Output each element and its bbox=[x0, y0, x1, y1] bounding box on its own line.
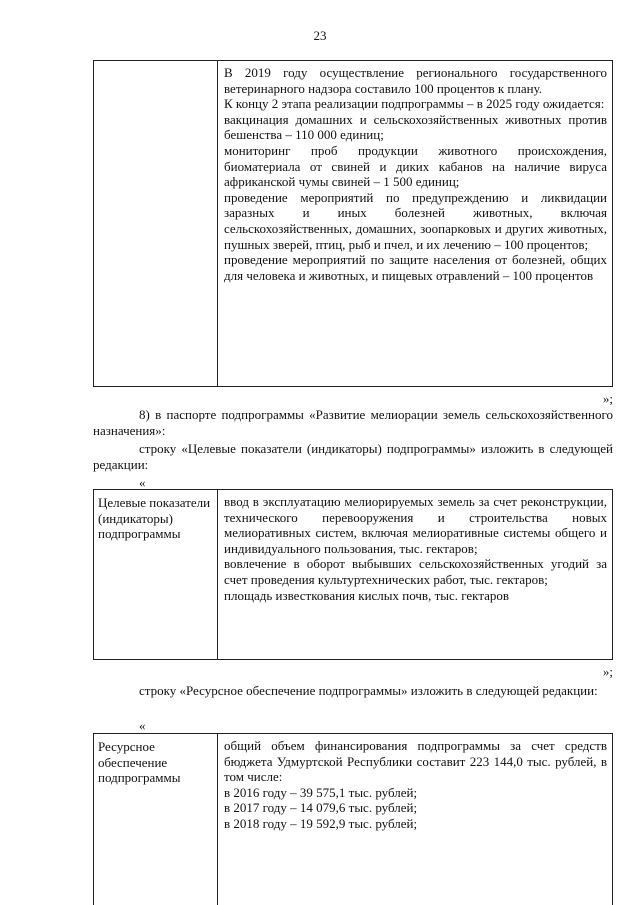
paragraph-8 bbox=[93, 407, 613, 439]
table2-right-cell bbox=[218, 490, 612, 659]
page-number: 23 bbox=[313, 28, 327, 43]
table1-left-cell bbox=[94, 61, 218, 386]
table3-line: в 2018 году – 19 592,9 тыс. рублей; bbox=[224, 815, 418, 831]
closing-quote: »; bbox=[602, 391, 613, 406]
table1-line: К концу 2 этапа реализации подпрограммы – в 2025 году ожидается: bbox=[224, 96, 605, 112]
table3-right-cell bbox=[218, 734, 612, 905]
table3-left-cell: Ресурсное обеспечение подпрограммы bbox=[94, 734, 218, 905]
resources-table bbox=[93, 733, 613, 905]
table1-line: мониторинг проб продукции животного происхождения, биоматериала от свиней и диких кабанов на наличие вируса африканской чумы свиней – 1 500 единиц; bbox=[224, 142, 607, 190]
closing-quote: »; bbox=[602, 664, 613, 679]
veterinary-table bbox=[93, 60, 613, 387]
paragraph-8-text: 8) в паспорте подпрограммы «Развитие мелиорации земель сельскохозяйственного назначения»: bbox=[93, 407, 613, 438]
table2-left-cell: Целевые показатели (индикаторы) подпрограммы bbox=[94, 490, 218, 659]
table3-line: в 2017 году – 14 079,6 тыс. рублей; bbox=[224, 800, 418, 816]
opening-quote: « bbox=[139, 475, 146, 490]
paragraph-resources bbox=[93, 683, 613, 699]
table3-line: в 2016 году – 39 575,1 тыс. рублей; bbox=[224, 784, 418, 800]
table1-line: В 2019 году осуществление регионального государственного ветеринарного надзора составило 100 процентов к плану. bbox=[224, 65, 607, 96]
table2-line: вовлечение в оборот выбывших сельскохозяйственных угодий за счет проведения культуртехнических работ, тыс. гектаров; bbox=[224, 556, 607, 587]
table2-line: ввод в эксплуатацию мелиорируемых земель за счет реконструкции, технического перевооружения и строительства новых мелиоративных систем, включая мелиоративные системы общего и индивидуального пользования, тыс. гектаров; bbox=[224, 494, 607, 556]
targets-table bbox=[93, 489, 613, 660]
table1-line: проведение мероприятий по защите населения от болезней, общих для человека и животных, и пищевых отравлений – 100 процентов bbox=[224, 252, 607, 283]
opening-quote: « bbox=[139, 718, 146, 733]
table1-line: проведение мероприятий по предупреждению и ликвидации заразных и иных болезней животных, включая сельскохозяйственных, домашних, зоопарковых и других животных, пушных зверей, птиц, рыб и пчел, и их лечению – 100 процентов; bbox=[224, 189, 607, 252]
paragraph-resources-text: строку «Ресурсное обеспечение подпрограммы» изложить в следующей редакции: bbox=[139, 683, 598, 698]
table1-line: вакцинация домашних и сельскохозяйственных животных против бешенства – 110 000 единиц; bbox=[224, 111, 607, 143]
paragraph-targets-text: строку «Целевые показатели (индикаторы) подпрограммы» изложить в следующей редакции: bbox=[93, 441, 613, 472]
table1-right-cell bbox=[218, 61, 612, 386]
table2-line: площадь известкования кислых почв, тыс. гектаров bbox=[224, 587, 510, 603]
table3-line: общий объем финансирования подпрограммы за счет средств бюджета Удмуртской Республики составит 223 144,0 тыс. рублей, в том числе: bbox=[224, 738, 607, 785]
paragraph-targets bbox=[93, 441, 613, 473]
